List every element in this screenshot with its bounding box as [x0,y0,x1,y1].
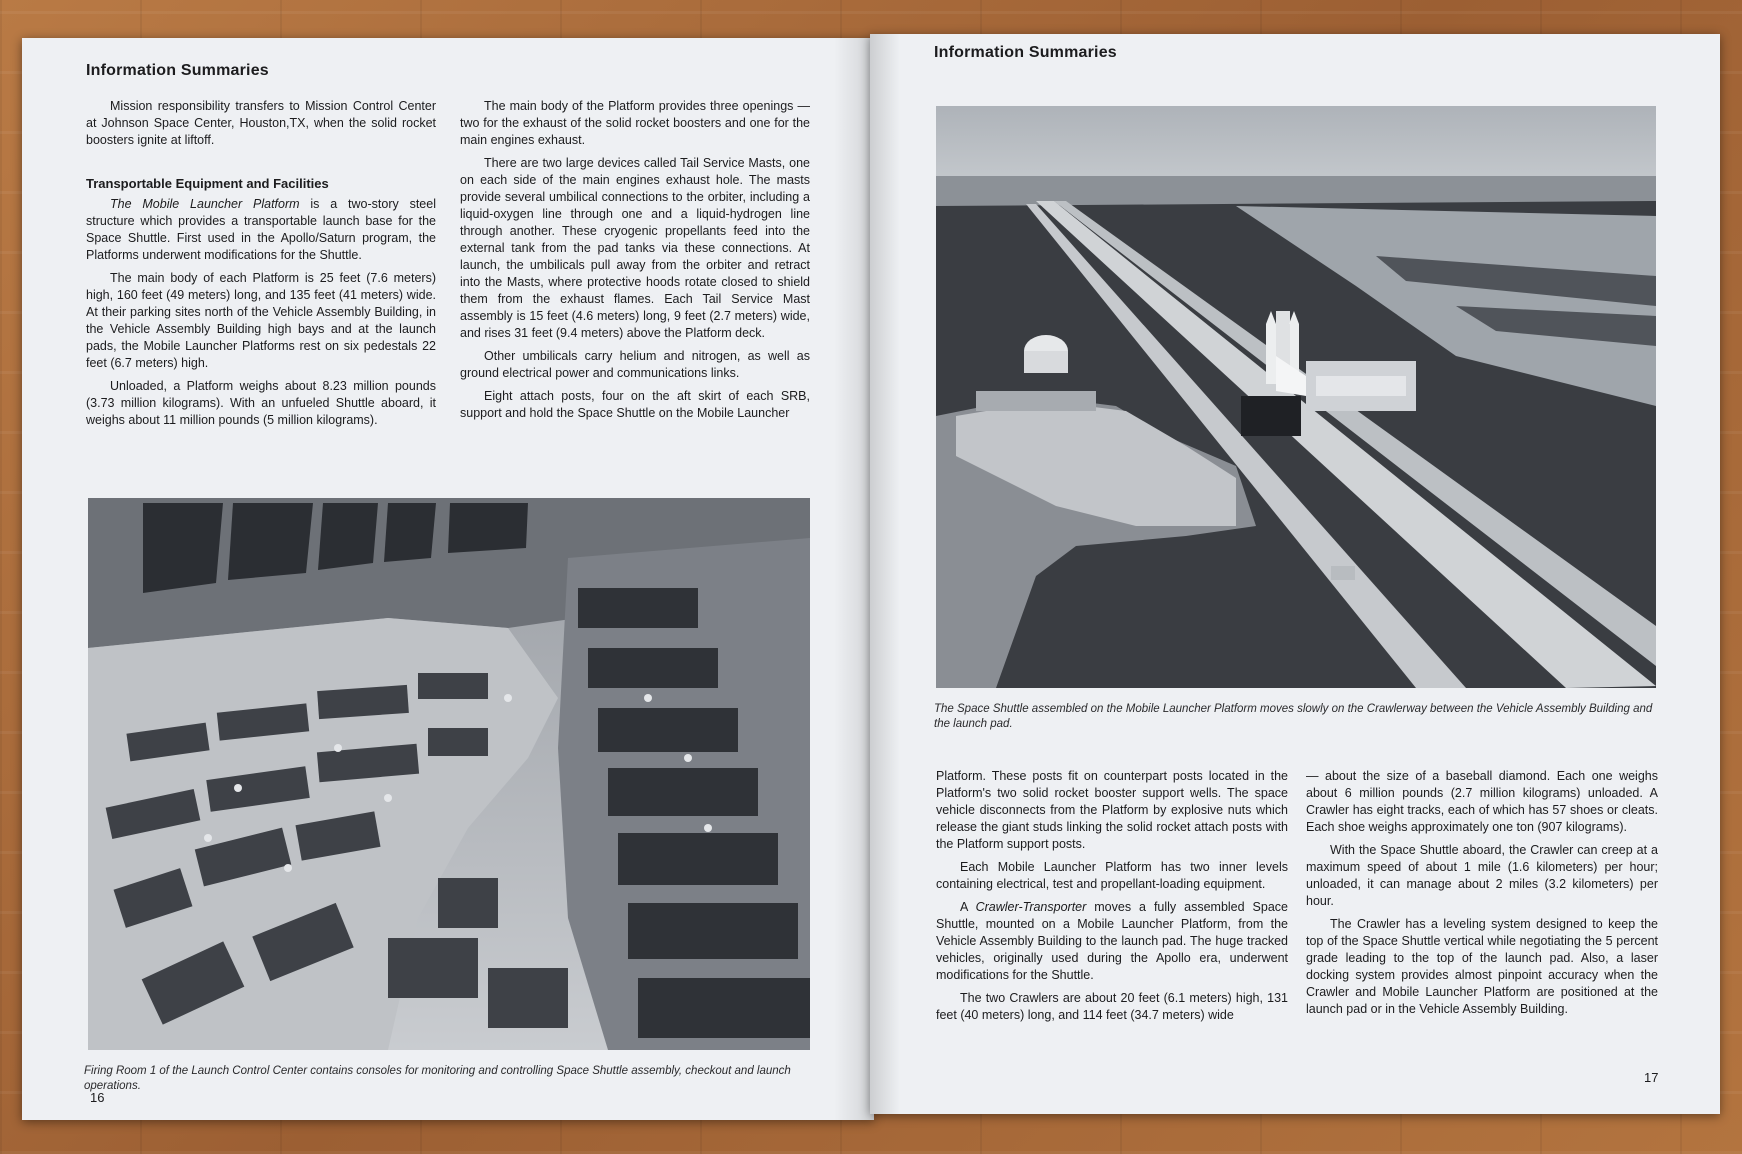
left-page [22,38,874,1120]
paragraph: Unloaded, a Platform weighs about 8.23 million pounds (3.73 million kilograms). With an unfueled Shuttle aboard, it weighs about 11 million pounds (5 million kilograms). [86,379,436,427]
firing-room-photo [88,498,810,1050]
page-header: Information Summaries [934,44,1117,61]
gutter-shadow [870,34,900,1114]
paragraph: Platform. These posts fit on counterpart posts located in the Platform's two solid rocket booster support wells. The space vehicle disconnects from the Platform by explosive nuts which release the giant studs linking the solid rocket attach posts with the Platform support posts. [936,769,1288,851]
firing-room-image [88,498,810,1050]
paragraph: Mission responsibility transfers to Mission Control Center at Johnson Space Center, Houston,TX, when the solid rocket boosters ignite at liftoff. [86,99,436,147]
right-page [870,34,1720,1114]
left-column-2 [460,98,810,428]
crawlerway-photo [936,106,1656,688]
paragraph: The Crawler has a leveling system designed to keep the top of the Space Shuttle vertical while negotiating the 5 percent grade leading to the top of the launch pad. Also, a laser docking system provides almost pinpoint accuracy when the Crawler and Mobile Launcher Platform are positioned at the launch pad or in the Vehicle Assembly Building. [1306,917,1658,1016]
paragraph: The main body of the Platform provides three openings — two for the exhaust of the solid rocket boosters and one for the main engines exhaust. [460,99,810,147]
paragraph: Eight attach posts, four on the aft skirt of each SRB, support and hold the Space Shuttle on the Mobile Launcher [460,389,810,420]
paragraph: — about the size of a baseball diamond. Each one weighs about 6 million pounds (2.7 million kilograms) unloaded. A Crawler has eight tracks, each of which has 57 shoes or cleats. Each shoe weighs approximately one ton (907 kilograms). [1306,769,1658,834]
page-header: Information Summaries [86,62,269,79]
right-column-2 [1306,768,1658,1024]
paragraph [86,196,436,264]
paragraph: The two Crawlers are about 20 feet (6.1 meters) high, 131 feet (40 meters) long, and 114 feet (34.7 meters) wide [936,991,1288,1022]
emphasis-term: The Mobile Launcher Platform [110,197,300,211]
gutter-shadow [834,38,874,1120]
page-number: 16 [90,1090,105,1105]
paragraph-text: moves a fully assembled Space Shuttle, mounted on a Mobile Launcher Platform, from the Vehicle Assembly Building to the launch pad. The huge tracked vehicles, originally used during the Apollo era, underwent modifications for the Shuttle. [936,900,1288,982]
emphasis-term: Crawler-Transporter [975,900,1087,914]
paragraph: With the Space Shuttle aboard, the Crawler can creep at a maximum speed of about 1 mile (1.6 kilometers) per hour; unloaded, it can manage about 2 miles (3.2 kilometers) per hour. [1306,843,1658,908]
section-heading: Transportable Equipment and Facilities [86,176,329,191]
paragraph-text: A [960,900,976,914]
page-number: 17 [1644,1070,1659,1085]
paragraph: The main body of each Platform is 25 feet (7.6 meters) high, 160 feet (49 meters) long, and 135 feet (41 meters) wide. At their parking sites north of the Vehicle Assembly Building, in the Vehicle Assembly Building high bays and at the launch pads, the Mobile Launcher Platforms rest on six pedestals 22 feet (6.7 meters) high. [86,271,436,370]
paragraph [936,899,1288,984]
paragraph-text: is a two-story steel structure which provides a transportable launch base for the Space Shuttle. First used in the Apollo/Saturn program, the Platforms underwent modifications for the Shuttle. [86,197,436,262]
crawlerway-image [936,106,1656,688]
left-column-1 [86,98,436,435]
photo-caption: The Space Shuttle assembled on the Mobile Launcher Platform moves slowly on the Crawlerway between the Vehicle Assembly Building and the launch pad. [934,703,1653,730]
photo-caption: Firing Room 1 of the Launch Control Center contains consoles for monitoring and controlling Space Shuttle assembly, checkout and launch operations. [84,1065,791,1092]
paragraph: Each Mobile Launcher Platform has two inner levels containing electrical, test and propellant-loading equipment. [936,860,1288,891]
paragraph: Other umbilicals carry helium and nitrogen, as well as ground electrical power and communications links. [460,349,810,380]
right-column-1 [936,768,1288,1030]
paragraph: There are two large devices called Tail Service Masts, one on each side of the main engines exhaust hole. The masts provide several umbilical connections to the orbiter, including a liquid-oxygen line through one and a liquid-hydrogen line through another. These cryogenic propellants feed into the external tank from the pad tanks via these connections. At launch, the umbilicals pull away from the orbiter and retract into the Masts, where protective hoods rotate closed to shield them from the exhaust flames. Each Tail Service Mast assembly is 15 feet (4.6 meters) long, 9 feet (2.7 meters) wide, and rises 31 feet (9.4 meters) above the Platform deck. [460,156,810,340]
